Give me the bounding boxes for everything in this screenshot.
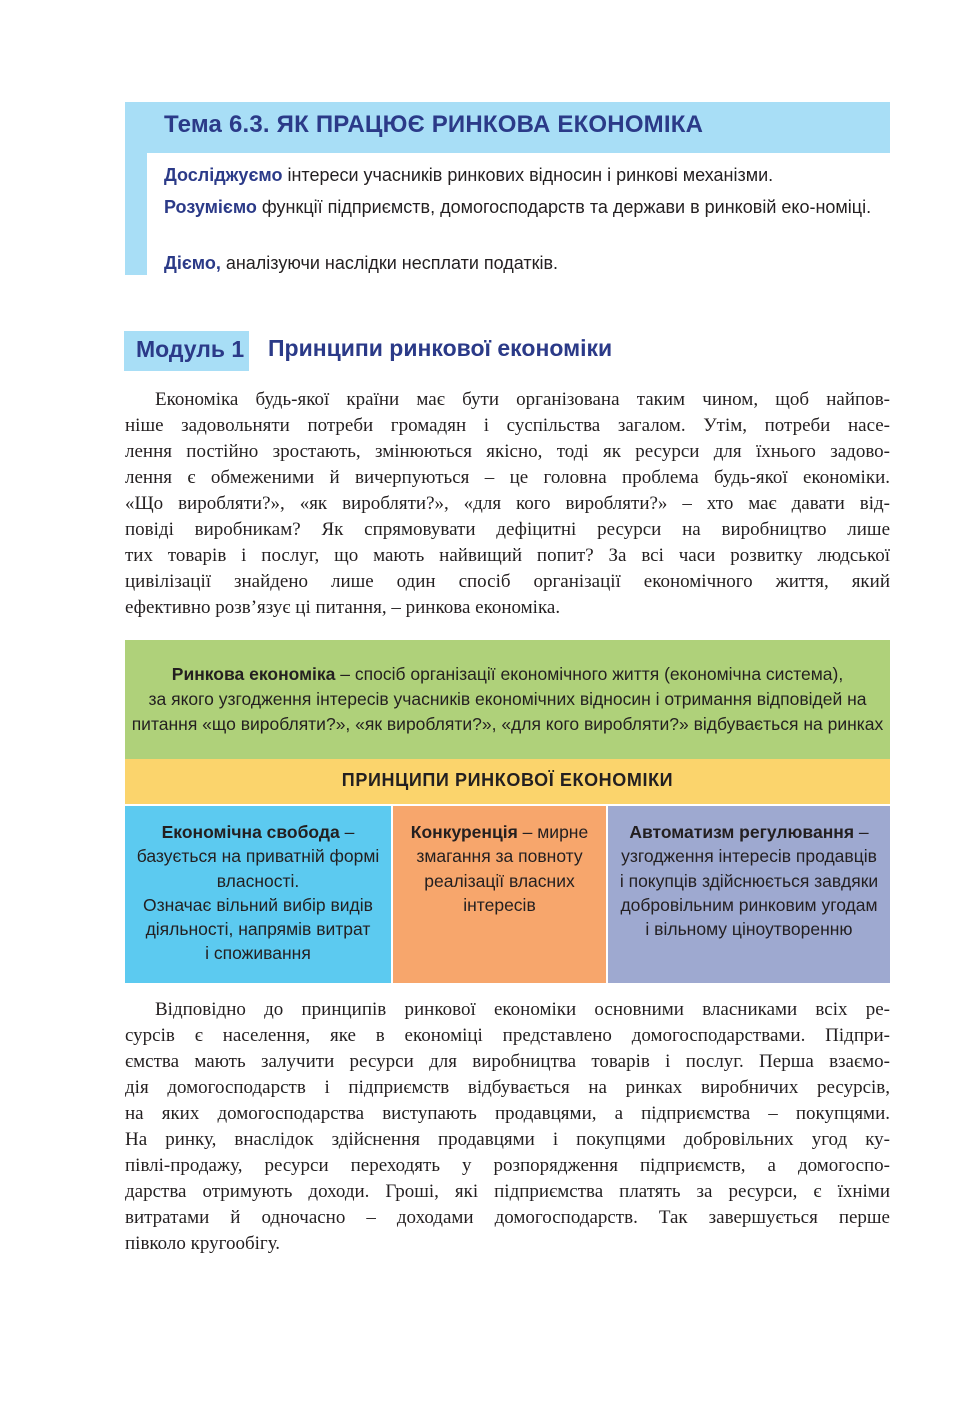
paragraph-line: лення є обмеженими й вичерпуються – це головна проблема будь-якої економіки. [125, 467, 890, 488]
principle-dash: – [854, 822, 869, 842]
principle-line: реалізації власних [424, 870, 575, 891]
principle-line: і вільному ціноутворенню [645, 919, 853, 940]
principle-line: узгодження інтересів продавців [621, 846, 877, 867]
principle-name: Автоматизм регулювання [629, 822, 855, 842]
paragraph-line: Економіка будь-якої країни має бути організована таким чином, щоб найпов- [155, 389, 890, 410]
principle-name: Економічна свобода [161, 822, 340, 842]
goal-act [164, 250, 892, 277]
paragraph-line: цивілізації знайдено лише один спосіб організації економічного життя, який [125, 571, 890, 592]
principle-line: змагання за повноту [416, 846, 583, 867]
topic-title: Тема 6.3. ЯК ПРАЦЮЄ РИНКОВА ЕКОНОМІКА [164, 111, 704, 138]
paragraph-line: витратами й одночасно – доходами домогосподарств. Так завершується перше [125, 1207, 890, 1228]
paragraph-line: на яких домогосподарства виступають продавцями, а підприємства – покупцями. [125, 1103, 890, 1124]
intro-paragraph [125, 387, 890, 621]
paragraph-line: ніше задовольняти потреби громадян і суспільства загалом. Утім, потреби насе- [125, 415, 890, 436]
paragraph-line: «Що виробляти?», «як виробляти?», «для кого виробляти?» – хто має давати від- [125, 493, 890, 514]
module-badge-label: Модуль 1 [136, 336, 245, 362]
paragraph-line: півлі-продажу, ресурси переходять у розпорядження підприємств, а домогоспо- [125, 1155, 890, 1176]
definition-text [125, 662, 890, 737]
paragraph-line: дарства отримують доходи. Гроші, які підприємства платять за ресурси, є їхніми [125, 1181, 890, 1202]
principle-line: і покупців здійснюється завдяки [619, 870, 879, 891]
paragraph-line: На ринку, внаслідок здійснення продавцями і покупцями добровільних угод ку- [125, 1129, 890, 1150]
goal-text: інтереси учасників ринкових відносин і ринкові механізми. [282, 165, 774, 185]
principle-line: власності. [216, 870, 300, 891]
principle-name: Конкуренція [410, 822, 518, 842]
paragraph-line: ефективно розв’язує ці питання, – ринкова економіка. [125, 597, 561, 618]
definition-line [125, 662, 890, 687]
principle-line [393, 820, 606, 844]
goal-keyword: Діємо, [164, 253, 221, 273]
principle-dash: – [339, 822, 355, 842]
paragraph-line: сурсів є населення, яке в економіці представлено домогосподарствами. Підпри- [125, 1025, 890, 1046]
goal-keyword: Досліджуємо [164, 165, 283, 185]
principle-line: інтересів [463, 894, 536, 915]
goal-text: функції підприємств, домогосподарств та держави в ринковій еко-номіці. [256, 197, 872, 217]
paragraph-line: Відповідно до принципів ринкової економіки основними власниками всіх ре- [155, 999, 890, 1020]
principle-line: добровільним ринковим угодам [620, 894, 878, 915]
goal-keyword: Розуміємо [164, 197, 257, 217]
principle-line: діяльності, напрямів витрат [145, 919, 371, 940]
principle-regulation-text [608, 820, 890, 941]
topic-side-strip [125, 153, 147, 275]
principle-line [125, 820, 391, 844]
paragraph-line: тих товарів і послуг, що мають найвищий попит? За всі часи розвитку людської [125, 545, 890, 566]
principles-title: ПРИНЦИПИ РИНКОВОЇ ЕКОНОМІКИ [341, 770, 674, 790]
principle-line: Означає вільний вибір видів [143, 894, 373, 915]
definition-term: Ринкова економіка [171, 664, 336, 684]
principle-dash: – мирне [517, 822, 589, 842]
paragraph-line: півколо кругообігу. [125, 1233, 281, 1254]
goal-explore [164, 162, 892, 189]
definition-line: питання «що виробляти?», «як виробляти?», «для кого виробляти?» відбувається на ринках [131, 714, 884, 734]
paragraph-line: дія домогосподарств і підприємств відбувається на ринках виробничих ресурсів, [125, 1077, 890, 1098]
circular-flow-paragraph [125, 997, 890, 1257]
goal-text: аналізуючи наслідки несплати податків. [220, 253, 559, 273]
module-badge [124, 331, 249, 371]
definition-line: за якого узгодження інтересів учасників економічних відносин і отримання відповідей на [148, 689, 867, 709]
principle-line: і споживання [205, 943, 311, 964]
principle-competition-text [393, 820, 606, 917]
principle-freedom-text [125, 820, 391, 966]
goal-understand [164, 194, 892, 221]
module-title: Принципи ринкової економіки [268, 335, 613, 361]
principle-line: базується на приватній формі [136, 846, 380, 867]
paragraph-line: ємства мають залучити ресурси для виробництва товарів і послуг. Перша взаємо- [125, 1051, 890, 1072]
paragraph-line: повіді виробникам? Як спрямовувати дефіцитні ресурси на виробництво лише [125, 519, 890, 540]
principle-line [608, 820, 890, 844]
paragraph-line: лення постійно зростають, змінюються якісно, тоді як ресурси для їхнього задово- [125, 441, 890, 462]
definition-line-rest: – спосіб організації економічного життя (економічна система), [335, 664, 844, 684]
